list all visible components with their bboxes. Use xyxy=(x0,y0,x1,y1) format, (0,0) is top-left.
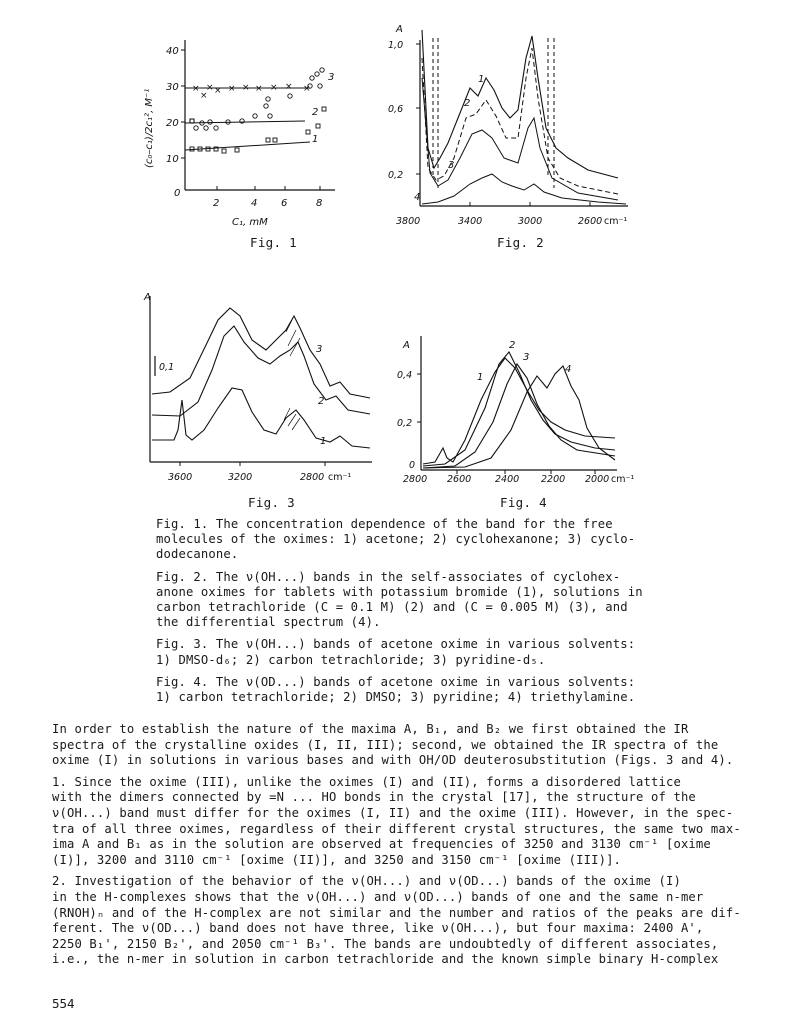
fig2-ytick: 0,2 xyxy=(388,170,404,181)
figure-2 xyxy=(378,18,648,238)
fig4-x-unit: cm⁻¹ xyxy=(611,474,635,485)
fig4-xtick: 2800 xyxy=(403,474,428,485)
fig2-curve-label: 3 xyxy=(448,160,455,171)
fig3-xtick: 3600 xyxy=(168,472,193,483)
fig3-xtick: 3200 xyxy=(228,472,253,483)
fig3-xtick: 2800 xyxy=(300,472,325,483)
fig1-xtick: 2 xyxy=(213,198,220,209)
fig4-curve-label: 2 xyxy=(509,340,516,351)
fig4-ytick: 0,4 xyxy=(397,370,413,381)
fig1-ytick: 40 xyxy=(166,46,179,57)
paragraph: In order to establish the nature of the maxima A, B₁, and B₂ we first obtained the IR spectra of the crystalline oxides (I, II, III); second, we obtained the IR spectra of the oxime (I) in solutions in various bases and with OH/OD deuterosubstitution (Figs. 3 and 4). xyxy=(52,722,734,768)
fig2-ytick: 0,6 xyxy=(388,104,404,115)
fig2-label: Fig. 2 xyxy=(497,235,544,250)
fig4-label: Fig. 4 xyxy=(500,495,547,510)
fig3-curve-label: 1 xyxy=(320,436,327,447)
fig4-curve-label: 1 xyxy=(477,372,484,383)
figure-1 xyxy=(140,18,360,238)
fig1-x-axis-label: C₁, mM xyxy=(232,217,268,228)
fig3-y-axis-title: A xyxy=(144,292,151,303)
fig3-curve-label: 2 xyxy=(318,396,325,407)
page-number: 554 xyxy=(52,996,75,1011)
svg-text:×: × xyxy=(206,83,214,93)
caption-fig1: Fig. 1. The concentration dependence of the band for the free molecules of the oximes: 1) acetone; 2) cyclohexanone; 3) cyclo- dodecanone. xyxy=(156,517,636,562)
fig4-xtick: 2200 xyxy=(541,474,566,485)
svg-text:×: × xyxy=(255,84,263,94)
body-text xyxy=(52,722,742,974)
paragraph: 2. Investigation of the behavior of the ν(OH...) and ν(OD...) bands of the oxime (I) in the H-complexes shows that the ν(OH...) and ν(OD...) bands of one and the same n-mer (RNOH)ₙ and of the H-complex are not similar and the number and ratios of the peaks are dif- ferent. The ν(OD...) band does not have three, like ν(OH...), but four maxima: 2400 A', 2250 B₁', 2150 B₂', and 2050 cm⁻¹ B₃'. The bands are undoubtedly of different associates, i.e., the n-mer in solution in carbon tetrachloride and the known simple binary H-complex xyxy=(52,874,741,967)
fig2-curve-label: 1 xyxy=(478,74,485,85)
svg-text:×: × xyxy=(270,83,278,93)
fig2-xtick: 3000 xyxy=(518,216,543,227)
fig1-xtick: 8 xyxy=(316,198,323,209)
fig4-curve-label: 3 xyxy=(523,352,530,363)
fig1-y-axis-label: (c₀–c₁)/2c₁², M⁻¹ xyxy=(144,88,155,168)
fig3-curve-label: 3 xyxy=(316,344,323,355)
svg-text:×: × xyxy=(285,82,293,92)
figure-4 xyxy=(395,330,655,490)
fig4-curve-label: 4 xyxy=(565,364,572,375)
fig3-curve-2 xyxy=(152,326,370,416)
fig4-plot xyxy=(395,330,655,490)
fig2-curve-label: 2 xyxy=(464,98,471,109)
paragraph: 1. Since the oxime (III), unlike the oximes (I) and (II), forms a disordered lattice with the dimers connected by =N ... HO bonds in the crystal [17], the structure of the ν(OH...) band must differ for the oximes (I, II) and the oxime (III). However, in the spec- tra of all three oximes, regardless of their different crystal structures, the same two max- ima A and B₁ as in the solution are observed at frequencies of 3250 and 3130 cm⁻¹ [oxime (I)], 3200 and 3110 cm⁻¹ [oxime (II)], and 3250 and 3150 cm⁻¹ [oxime (III)]. xyxy=(52,774,741,867)
fig3-scale-label: 0,1 xyxy=(159,362,175,373)
fig2-curve-label: 4 xyxy=(414,192,421,203)
fig2-xtick: 2600 xyxy=(578,216,603,227)
svg-text:×: × xyxy=(228,84,236,94)
svg-text:×: × xyxy=(303,84,311,94)
figure-captions xyxy=(156,517,656,712)
caption-fig4: Fig. 4. The ν(OD...) bands of acetone oxime in various solvents: 1) carbon tetrachloride; 2) DMSO; 3) pyridine; 4) triethylamine. xyxy=(156,674,636,705)
fig2-y-axis-title: A xyxy=(396,24,403,35)
fig1-ytick: 10 xyxy=(166,154,179,165)
fig2-xtick: 3800 xyxy=(396,216,421,227)
fig1-ytick: 30 xyxy=(166,82,179,93)
fig1-plot xyxy=(140,18,360,238)
fig1-label: Fig. 1 xyxy=(250,235,297,250)
figure-3 xyxy=(140,290,375,490)
fig1-markers-1 xyxy=(190,107,326,153)
fig2-plot xyxy=(378,18,648,238)
fig1-curve-label: 1 xyxy=(312,134,319,145)
fig2-curve-2 xyxy=(422,48,618,194)
fig1-xtick: 6 xyxy=(281,198,288,209)
fig4-y-axis-title: A xyxy=(403,340,410,351)
fig3-x-unit: cm⁻¹ xyxy=(328,472,352,483)
fig4-xtick: 2600 xyxy=(447,474,472,485)
fig1-curve-label: 3 xyxy=(328,72,335,83)
fig2-xtick: 3400 xyxy=(458,216,483,227)
fig4-curve-2 xyxy=(423,352,615,466)
svg-text:×: × xyxy=(242,83,250,93)
fig1-ytick: 20 xyxy=(166,118,179,129)
fig2-dashed-peak-right xyxy=(548,38,554,188)
caption-fig2: Fig. 2. The ν(OH...) bands in the self-associates of cyclohex- anone oximes for tablets with potassium bromide (1), solutions in carbon tetrachloride (C = 0.1 M) (2) and (C = 0.005 M) (3), and the differential spectrum (4). xyxy=(156,569,643,630)
caption-fig3: Fig. 3. The ν(OH...) bands of acetone oxime in various solvents: 1) DMSO-d₆; 2) carbon tetrachloride; 3) pyridine-d₅. xyxy=(156,637,636,667)
fig1-markers-3 xyxy=(192,82,311,101)
fig3-curve-3 xyxy=(152,308,370,398)
fig3-plot xyxy=(140,290,375,490)
svg-text:×: × xyxy=(192,84,200,94)
fig2-x-unit: cm⁻¹ xyxy=(604,216,628,227)
fig4-ytick: 0,2 xyxy=(397,418,413,429)
fig4-ytick: 0 xyxy=(409,460,416,471)
fig1-ytick: 0 xyxy=(174,188,181,199)
fig1-curve-label: 2 xyxy=(312,107,319,118)
fig3-label: Fig. 3 xyxy=(248,495,295,510)
fig4-curve-3 xyxy=(423,364,615,468)
fig2-curve-4 xyxy=(422,174,626,204)
svg-text:×: × xyxy=(214,86,222,96)
fig1-line-1 xyxy=(185,142,310,150)
fig2-ytick: 1,0 xyxy=(388,40,404,51)
fig1-xtick: 4 xyxy=(251,198,258,209)
fig4-xtick: 2400 xyxy=(495,474,520,485)
fig4-curve-4 xyxy=(423,366,615,468)
svg-text:×: × xyxy=(200,91,208,101)
fig4-xtick: 2000 xyxy=(585,474,610,485)
